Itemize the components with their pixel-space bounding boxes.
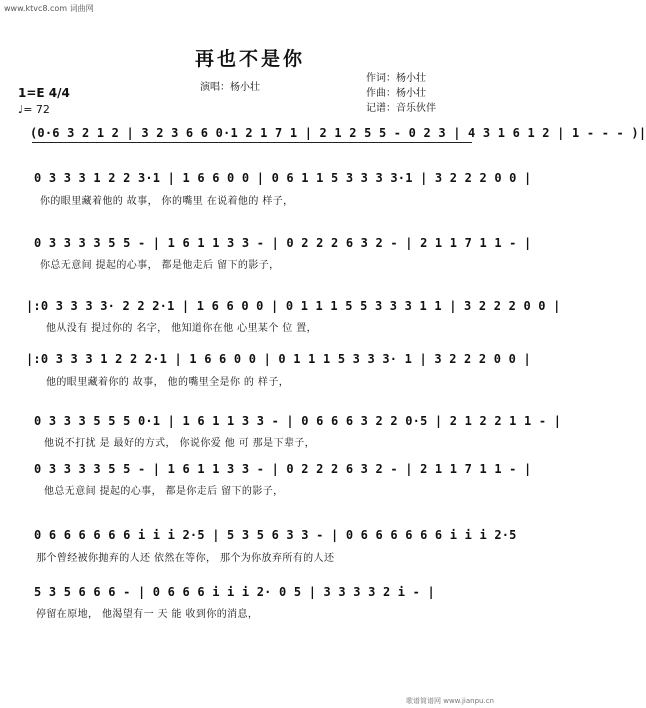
song-title: 再也不是你 [194,48,305,70]
lyric-line: 你的眼里藏着他的 故事， 你的嘴里 在说着他的 样子， [40,196,294,207]
score-notes-line: 0 3 3 3 5 5 5 0·1 | 1 6 1 1 3 3 - | 0 6 6 6 3 2 2 0·5 | 2 1 2 2 1 1 - | [34,414,562,428]
lyric-line: 那个曾经被你抛弃的人还 依然在等你， 那个为你放弃所有的人还 [36,553,335,564]
lyric-line: 他说不打扰 是 最好的方式， 你说你爱 他 可 那是下辈子， [44,438,316,449]
score-notes-line: |:0 3 3 3 3· 2 2 2·1 | 1 6 6 0 0 | 0 1 1 1 5 5 3 3 3 1 1 | 3 2 2 2 0 0 | [26,299,561,313]
site-watermark: www.ktvc8.com 词曲网 [4,4,94,13]
intro-underline [32,142,472,143]
bottom-watermark: 歌谱简谱网 www.jianpu.cn [406,697,494,705]
lyric-line: 他从没有 提过你的 名字， 他知道你在他 心里某个 位 置， [46,323,318,334]
lyricist-credit: 作词：杨小壮 [366,73,426,84]
lyric-line: 停留在原地， 他渴望有一 天 能 收到你的消息， [36,609,259,620]
score-notes-line: 0 3 3 3 3 5 5 - | 1 6 1 1 3 3 - | 0 2 2 2 6 3 2 - | 2 1 1 7 1 1 - | [34,462,532,476]
lyric-line: 他的眼里藏着你的 故事， 他的嘴里全是你 的 样子， [46,377,290,388]
score-notes-line: |:0 3 3 3 1 2 2 2·1 | 1 6 6 0 0 | 0 1 1 1 5 3 3 3· 1 | 3 2 2 2 0 0 | [26,352,531,366]
composer-credit: 作曲：杨小壮 [366,88,426,99]
score-notes-line: 0 3 3 3 1 2 2 3·1 | 1 6 6 0 0 | 0 6 1 1 5 3 3 3 3·1 | 3 2 2 2 0 0 | [34,171,532,185]
key-signature: 1=E 4/4 [18,86,70,100]
intro-notes: (0·6 3 2 1 2 | 3 2 3 6 6 0·1 2 1 7 1 | 2 1 2 5 5 - 0 2 3 | 4 3 1 6 1 2 | 1 - - - )| [30,126,646,140]
lyric-line: 他总无意间 提起的心事， 都是你走后 留下的影子， [44,486,284,497]
transcriber-credit: 记谱：音乐伙伴 [366,103,436,114]
score-notes-line: 5 3 5 6 6 6 - | 0 6 6 6 i i i 2· 0 5 | 3 3 3 3 2 i - | [34,585,435,599]
tempo-marking: ♩= 72 [18,103,50,116]
lyric-line: 你总无意间 提起的心事， 都是他走后 留下的影子， [40,260,280,271]
score-notes-line: 0 3 3 3 3 5 5 - | 1 6 1 1 3 3 - | 0 2 2 2 6 3 2 - | 2 1 1 7 1 1 - | [34,236,532,250]
singer-credit: 演唱：杨小壮 [200,82,260,93]
score-notes-line: 0 6 6 6 6 6 6 i i i 2·5 | 5 3 5 6 3 3 - | 0 6 6 6 6 6 6 i i i 2·5 [34,528,517,542]
